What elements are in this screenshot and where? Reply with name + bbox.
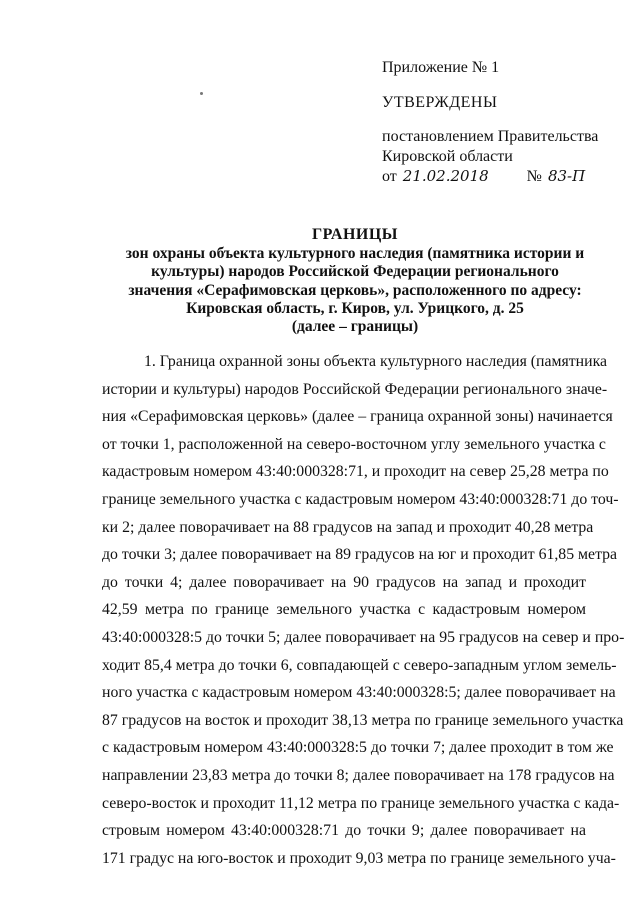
- title-line: Кировская область, г. Киров, ул. Урицкого, д. 25: [186, 299, 524, 317]
- body-line: ки 2; далее поворачивает на 88 градусов на запад и проходит 40,28 метра: [102, 518, 594, 536]
- body-line: от точки 1, расположенной на северо-восточном углу земельного участка с: [102, 435, 606, 453]
- body-line: 42,59 метра по границе земельного участка с кадастровым номером: [102, 601, 586, 619]
- body-line: 87 градусов на восток и проходит 38,13 метра по границе земельного участка: [102, 711, 624, 729]
- body-line: ного участка с кадастровым номером 43:40:000328:5; далее поворачивает на: [102, 684, 616, 702]
- approved-by-line-2: Кировской области: [382, 148, 513, 165]
- body-line: кадастровым номером 43:40:000328:71, и проходит на север 25,28 метра по: [102, 463, 609, 481]
- body-line: стровым номером 43:40:000328:71 до точки 9; далее поворачивает на: [102, 822, 586, 840]
- body-line: до точки 4; далее поворачивает на 90 градусов на запад и проходит: [102, 573, 586, 591]
- title-line: зон охраны объекта культурного наследия (памятника истории и: [125, 245, 585, 263]
- title-heading: ГРАНИЦЫ: [311, 226, 398, 243]
- approval-date-number-line: [382, 166, 585, 187]
- body-line: ходит 85,4 метра до точки 6, совпадающей с северо-западным углом земель-: [102, 656, 617, 674]
- body-line: истории и культуры) народов Российской Федерации регионального значе-: [102, 380, 608, 398]
- body-line: 171 градус на юго-восток и проходит 9,03 метра по границе земельного уча-: [102, 849, 616, 867]
- document-title: [100, 226, 610, 336]
- title-line: значения «Серафимовская церковь», расположенного по адресу:: [128, 281, 582, 299]
- body-line: направлении 23,83 метра до точки 8; далее поворачивает на 178 градусов на: [102, 766, 615, 784]
- approved-label: УТВЕРЖДЕНЫ: [382, 94, 498, 111]
- appendix-number: Приложение № 1: [382, 59, 500, 76]
- body-line: ния «Серафимовская церковь» (далее – граница охранной зоны) начинается: [102, 408, 613, 426]
- number-prefix: №: [526, 168, 542, 185]
- scan-speck: [200, 92, 203, 95]
- title-line: (далее – границы): [291, 318, 419, 336]
- body-paragraph: [102, 348, 625, 872]
- body-line: до точки 3; далее поворачивает на 89 градусов на юг и проходит 61,85 метра: [102, 546, 618, 564]
- title-line: культуры) народов Российской Федерации регионального: [151, 263, 559, 281]
- body-line: 43:40:000328:5 до точки 5; далее поворачивает на 95 градусов на север и про-: [102, 628, 625, 646]
- handwritten-number: 83-П: [547, 167, 586, 185]
- handwritten-date: 21.02.2018: [402, 167, 489, 185]
- body-line: северо-восток и проходит 11,12 метра по границе земельного участка с када-: [102, 794, 620, 812]
- approved-by-line-1: постановлением Правительства: [382, 128, 599, 145]
- body-line: с кадастровым номером 43:40:000328:5 до точки 7; далее проходит в том же: [102, 739, 614, 757]
- date-prefix: от: [382, 168, 397, 185]
- body-line: 1. Граница охранной зоны объекта культурного наследия (памятника: [144, 353, 608, 370]
- body-line: границе земельного участка с кадастровым номером 43:40:000328:71 до точ-: [102, 490, 619, 508]
